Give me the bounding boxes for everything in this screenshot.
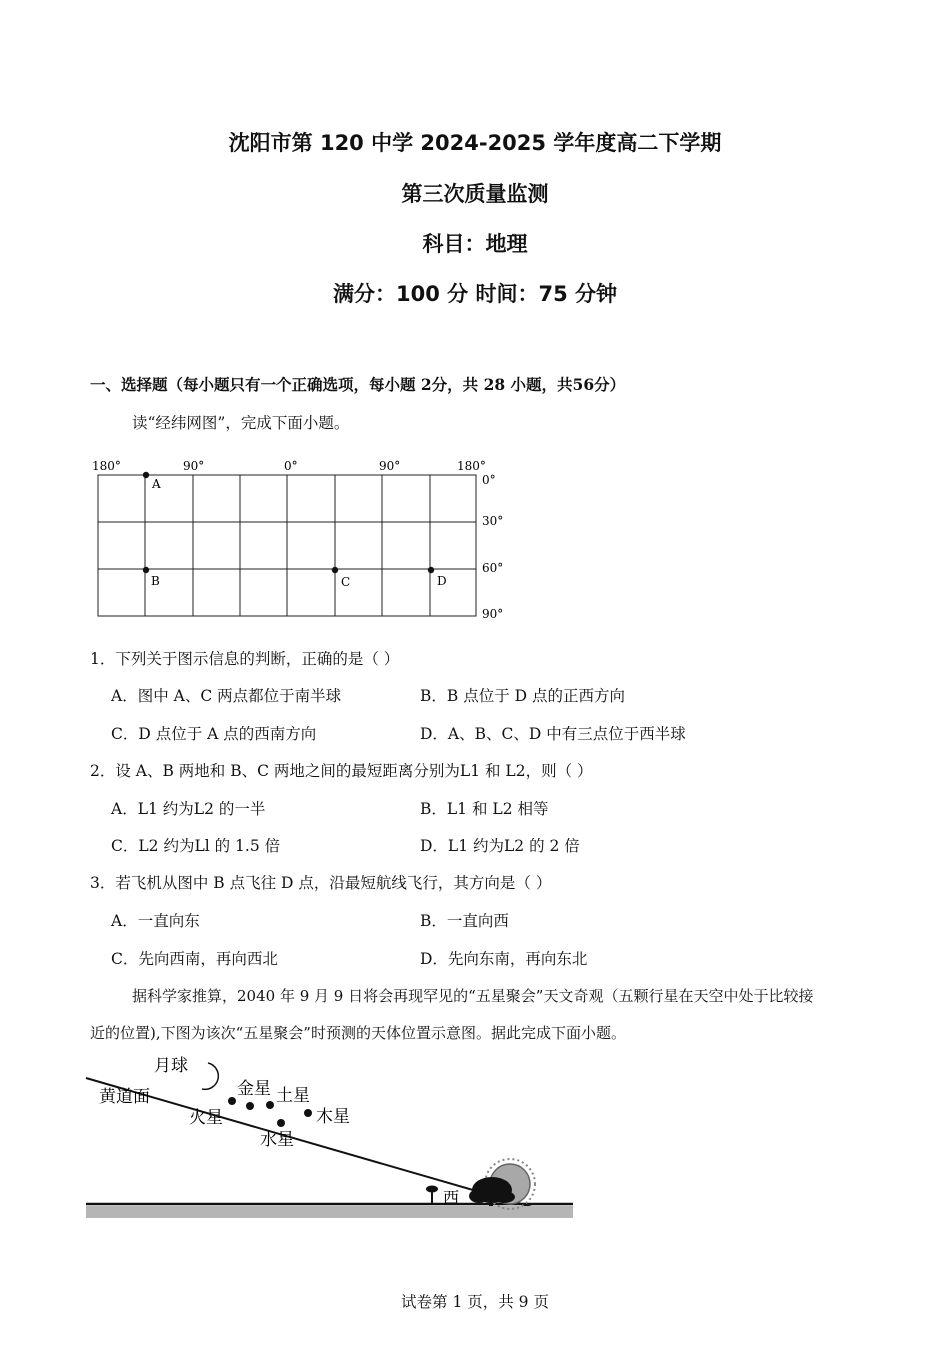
question-3-stem: 3．若飞机从图中 B 点飞往 D 点，沿最短航线飞行，其方向是（ ） (90, 874, 552, 892)
exam-subject: 科目：地理 (422, 232, 528, 256)
lon-label-90w: 90° (183, 459, 205, 473)
question-2-stem: 2．设 A、B 两地和 B、C 两地之间的最短距离分别为L1 和 L2，则（ ） (90, 762, 593, 780)
lon-label-180e: 180° (457, 459, 486, 473)
point-d-label: D (437, 574, 447, 588)
jupiter-label: 木星 (316, 1107, 350, 1127)
ecliptic-label: 黄道面 (99, 1087, 150, 1107)
west-label: 西 (443, 1188, 460, 1207)
lat-label-90: 90° (482, 607, 504, 621)
lon-label-90e: 90° (379, 459, 401, 473)
point-c-label: C (341, 575, 351, 589)
saturn-label: 土星 (276, 1086, 310, 1106)
page-footer: 试卷第 1 页，共 9 页 (401, 1293, 549, 1311)
intro-astro-line1: 据科学家推算，2040 年 9 月 9 日将会再现罕见的“五星聚会”天文奇观（五颗行星在天空中处于比较接 (132, 987, 814, 1005)
point-a-dot (143, 472, 149, 478)
question-2-option-d: D．L1 约为L2 的 2 倍 (420, 837, 580, 855)
moon-icon (202, 1063, 218, 1089)
question-3-option-d: D．先向东南，再向东北 (420, 950, 588, 968)
question-1-option-a: A．图中 A、C 两点都位于南半球 (111, 687, 342, 705)
exam-title-line1: 沈阳市第 120 中学 2024-2025 学年度高二下学期 (228, 131, 722, 155)
exam-score-time: 满分：100 分 时间：75 分钟 (333, 282, 617, 306)
mars-dot (228, 1097, 236, 1105)
lon-label-180w: 180° (92, 459, 121, 473)
mars-label: 火星 (189, 1108, 223, 1128)
mercury-dot (277, 1119, 285, 1127)
five-planets-figure (80, 1050, 580, 1225)
section-title: 一、选择题（每小题只有一个正确选项，每小题 2分，共 28 小题，共56分） (90, 375, 626, 394)
question-3-option-c: C．先向西南，再向西北 (111, 950, 278, 968)
jupiter-dot (304, 1109, 312, 1117)
question-3-option-a: A．一直向东 (111, 912, 200, 930)
small-tree-icon (426, 1186, 438, 1204)
question-2-option-b: B．L1 和 L2 相等 (420, 800, 549, 818)
question-2-option-c: C．L2 约为Ll 的 1.5 倍 (111, 837, 281, 855)
lat-label-0: 0° (482, 473, 496, 487)
ground-band (86, 1206, 573, 1218)
intro-astro-line2: 近的位置),下图为该次“五星聚会”时预测的天体位置示意图。据此完成下面小题。 (90, 1024, 626, 1042)
point-a-label: A (152, 477, 161, 491)
saturn-dot (266, 1101, 274, 1109)
point-b-dot (143, 567, 149, 573)
moon-label: 月球 (154, 1056, 188, 1076)
lat-label-30: 30° (482, 514, 504, 528)
question-3-option-b: B．一直向西 (420, 912, 509, 930)
intro-grid: 读“经纬网图”，完成下面小题。 (132, 414, 350, 432)
lon-label-0: 0° (284, 459, 298, 473)
exam-title-line2: 第三次质量监测 (401, 182, 549, 206)
question-2-option-a: A．L1 约为L2 的一半 (111, 800, 266, 818)
point-d-dot (428, 567, 434, 573)
question-1-stem: 1．下列关于图示信息的判断，正确的是（ ） (90, 650, 400, 668)
lat-label-60: 60° (482, 561, 504, 575)
venus-label: 金星 (237, 1079, 271, 1099)
point-c-dot (332, 567, 338, 573)
question-1-option-d: D．A、B、C、D 中有三点位于西半球 (420, 725, 686, 743)
question-1-option-c: C．D 点位于 A 点的西南方向 (111, 725, 317, 743)
mercury-label: 水星 (260, 1130, 294, 1150)
lat-lon-grid-figure (90, 455, 520, 625)
venus-dot (246, 1102, 254, 1110)
question-1-option-b: B．B 点位于 D 点的正西方向 (420, 687, 625, 705)
point-b-label: B (151, 574, 160, 588)
